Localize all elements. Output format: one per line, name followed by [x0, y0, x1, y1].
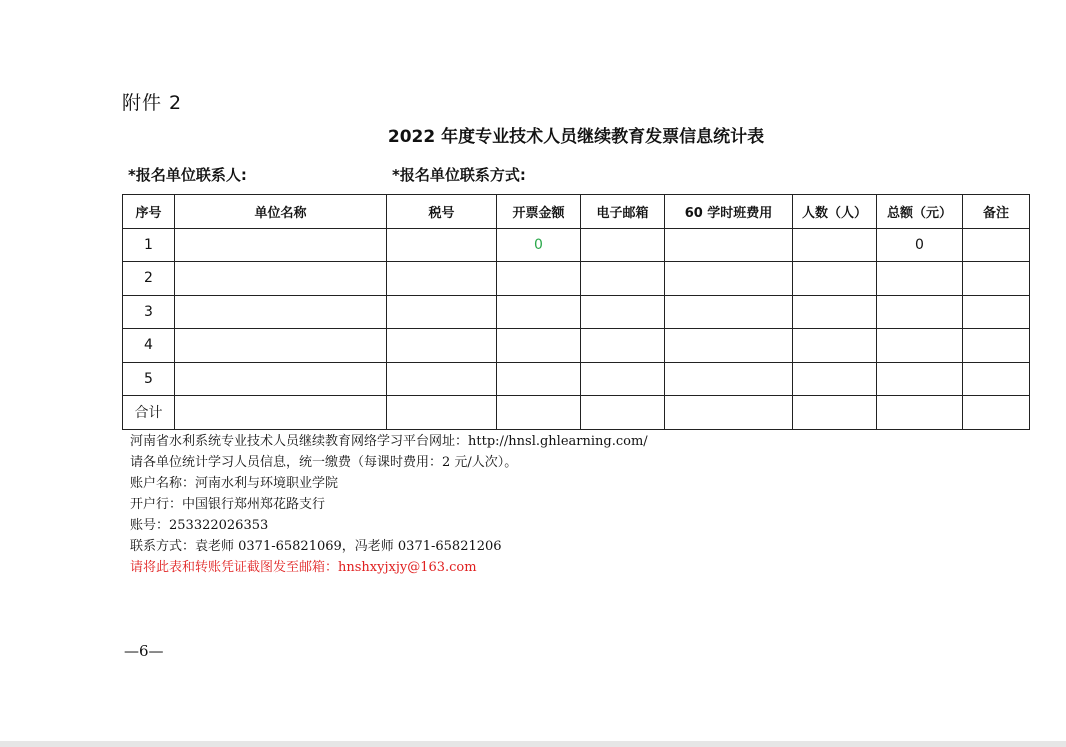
- header-seq: 序号: [123, 195, 175, 229]
- cell-seq: 2: [123, 262, 175, 296]
- cell-headcount: [793, 295, 877, 329]
- cell-headcount: [793, 396, 877, 430]
- cell-unit-name: [175, 262, 387, 296]
- document-title: 2022 年度专业技术人员继续教育发票信息统计表: [387, 127, 765, 147]
- cell-seq: 1: [123, 228, 175, 262]
- cell-60h-fee: [665, 295, 793, 329]
- cell-60h-fee: [665, 262, 793, 296]
- cell-60h-fee: [665, 329, 793, 363]
- cell-tax-id: [387, 329, 497, 363]
- cell-invoice-amount: 0: [497, 228, 581, 262]
- note-contacts: 联系方式：袁老师 0371-65821069，冯老师 0371-65821206: [130, 539, 502, 554]
- note-email-instruction: 请将此表和转账凭证截图发至邮箱：hnshxyjxjy@163.com: [130, 560, 477, 575]
- cell-total: 0: [877, 228, 963, 262]
- header-remarks: 备注: [963, 195, 1030, 229]
- cell-tax-id: [387, 362, 497, 396]
- contact-person-label: *报名单位联系人:: [128, 166, 247, 184]
- note-platform-url: 河南省水利系统专业技术人员继续教育网络学习平台网址：http://hnsl.ghlearning.com/: [130, 434, 648, 449]
- table-total-row: [123, 396, 1030, 430]
- cell-headcount: [793, 228, 877, 262]
- cell-seq: 3: [123, 295, 175, 329]
- invoice-stats-table: [122, 194, 1030, 430]
- cell-unit-name: [175, 228, 387, 262]
- cell-60h-fee: [665, 362, 793, 396]
- cell-seq: 合计: [123, 396, 175, 430]
- header-tax-id: 税号: [387, 195, 497, 229]
- cell-remarks: [963, 329, 1030, 363]
- note-account-number: 账号：253322026353: [130, 518, 269, 533]
- cell-unit-name: [175, 362, 387, 396]
- cell-tax-id: [387, 295, 497, 329]
- header-headcount: 人数（人）: [793, 195, 877, 229]
- header-email: 电子邮箱: [581, 195, 665, 229]
- cell-unit-name: [175, 329, 387, 363]
- cell-tax-id: [387, 262, 497, 296]
- cell-unit-name: [175, 295, 387, 329]
- table-row: [123, 262, 1030, 296]
- table-row: [123, 329, 1030, 363]
- header-60h-fee: 60 学时班费用: [665, 195, 793, 229]
- cell-email: [581, 329, 665, 363]
- cell-remarks: [963, 396, 1030, 430]
- cell-invoice-amount: [497, 396, 581, 430]
- cell-remarks: [963, 295, 1030, 329]
- cell-remarks: [963, 262, 1030, 296]
- header-total: 总额（元）: [877, 195, 963, 229]
- cell-total: [877, 396, 963, 430]
- cell-total: [877, 362, 963, 396]
- cell-remarks: [963, 228, 1030, 262]
- cell-unit-name: [175, 396, 387, 430]
- cell-remarks: [963, 362, 1030, 396]
- contact-method-label: *报名单位联系方式:: [392, 166, 526, 184]
- cell-60h-fee: [665, 396, 793, 430]
- footer-notes: [130, 431, 648, 578]
- note-payment-rule: 请各单位统计学习人员信息，统一缴费（每课时费用：2 元/人次）。: [130, 455, 518, 470]
- note-account-name: 账户名称：河南水利与环境职业学院: [130, 476, 339, 491]
- cell-headcount: [793, 362, 877, 396]
- table-row: [123, 295, 1030, 329]
- cell-invoice-amount: [497, 262, 581, 296]
- cell-invoice-amount: [497, 329, 581, 363]
- cell-tax-id: [387, 396, 497, 430]
- cell-email: [581, 228, 665, 262]
- attachment-label: 附件 2: [122, 92, 183, 114]
- cell-total: [877, 295, 963, 329]
- cell-headcount: [793, 329, 877, 363]
- cell-email: [581, 262, 665, 296]
- table-row: [123, 228, 1030, 262]
- header-unit-name: 单位名称: [175, 195, 387, 229]
- cell-total: [877, 262, 963, 296]
- cell-email: [581, 295, 665, 329]
- page-bottom-edge: [0, 741, 1066, 747]
- cell-email: [581, 396, 665, 430]
- cell-invoice-amount: [497, 295, 581, 329]
- cell-email: [581, 362, 665, 396]
- cell-headcount: [793, 262, 877, 296]
- cell-seq: 4: [123, 329, 175, 363]
- table-header-row: [123, 195, 1030, 229]
- header-invoice-amount: 开票金额: [497, 195, 581, 229]
- note-bank: 开户行：中国银行郑州郑花路支行: [130, 497, 326, 512]
- cell-invoice-amount: [497, 362, 581, 396]
- page-number: —6—: [124, 642, 164, 660]
- table-row: [123, 362, 1030, 396]
- cell-tax-id: [387, 228, 497, 262]
- cell-60h-fee: [665, 228, 793, 262]
- cell-seq: 5: [123, 362, 175, 396]
- cell-total: [877, 329, 963, 363]
